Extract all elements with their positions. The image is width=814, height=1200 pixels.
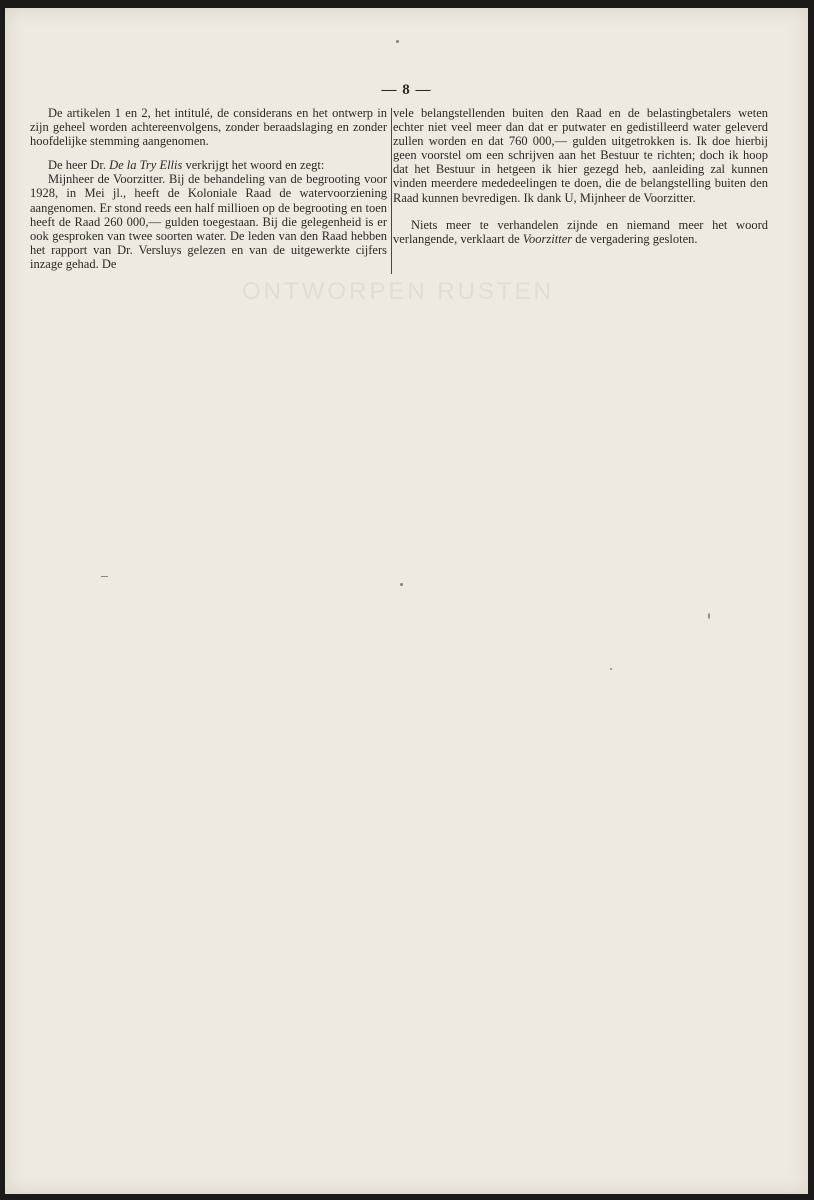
closing-suffix: de vergadering gesloten. [575, 231, 698, 246]
paper-speck [400, 583, 403, 586]
paper-speck [610, 668, 612, 670]
right-column [393, 106, 768, 246]
column-divider [391, 108, 392, 274]
left-column [30, 106, 387, 271]
document-page [5, 8, 808, 1194]
paper-speck [396, 40, 399, 43]
paragraph-speaker-intro [30, 158, 387, 172]
paper-speck [708, 613, 710, 619]
paragraph-closing [393, 218, 768, 246]
paragraph-speech-part-1: Mijnheer de Voorzitter. Bij de behandeling van de begrooting voor 1928, in Mei jl., heeft de Koloniale Raad de watervoorziening aangenomen. Er stond reeds een half millioen op de begrooting en toen heeft de Raad 260 000,— gulden toegestaan. Bij die gelegenheid is er ook gesproken van twee soorten water. De leden van den Raad hebben het rapport van Dr. Versluys gelezen en van de uitgewerkte cijfers inzage gehad. De [30, 172, 387, 271]
chair-title: Voorzitter [522, 231, 573, 246]
paragraph-speech-part-2: vele belangstellenden buiten den Raad en de belastingbetalers weten echter niet veel meer dan dat er putwater en gedistilleerd water geleverd zullen worden en dat 760 000,— gulden uitgetrokken is. Ik doe hierbij geen voorstel om een schrijven aan het Bestuur te richten; doch ik hoop dat het Bestuur in hetgeen ik hier gezegd heb, aanleiding zal kunnen vinden meerdere mededeelingen te doen, die de belangstelling buiten den Raad kunnen bevredigen. Ik dank U, Mijnheer de Voorzitter. [393, 106, 768, 205]
page-number: — 8 — [381, 82, 432, 98]
speaker-name: De la Try Ellis [109, 158, 183, 173]
paragraph-articles-adopted: De artikelen 1 en 2, het intitulé, de considerans en het ontwerp in zijn geheel worden achtereenvolgens, zonder beraadslaging en zonder hoofdelijke stemming aangenomen. [30, 106, 387, 149]
bleed-through-text: ONTWORPEN RUSTEN [242, 278, 554, 305]
speaker-intro-prefix: De heer Dr. [48, 158, 106, 173]
closing-prefix: Niets meer te verhandelen zijnde en niemand meer het woord verlangende, verklaart de [393, 217, 768, 246]
paper-speck [101, 576, 108, 577]
speaker-intro-suffix: verkrijgt het woord en zegt: [185, 158, 325, 173]
